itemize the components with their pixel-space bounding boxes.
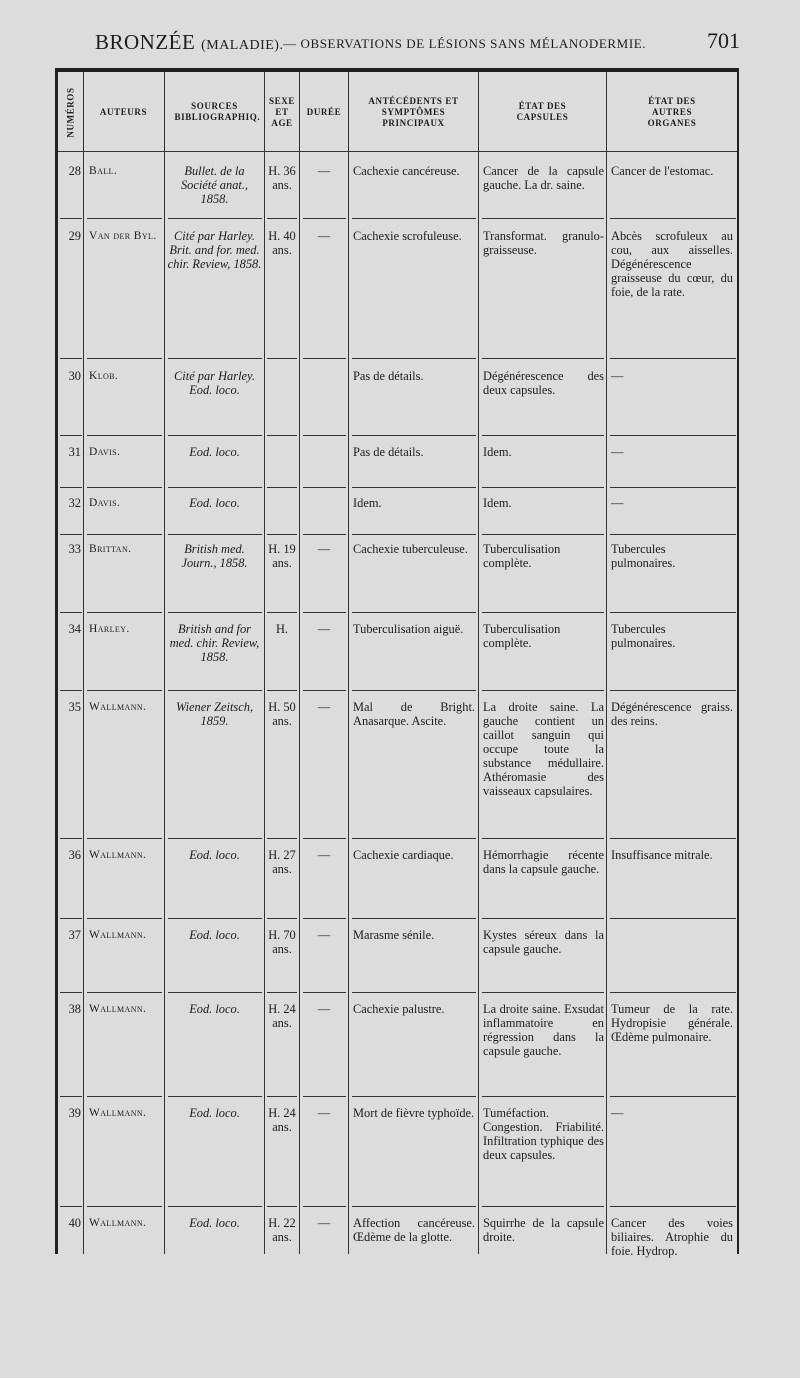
row-separator (482, 534, 604, 535)
row-separator (482, 218, 604, 219)
row-separator (168, 534, 262, 535)
row-separator (267, 218, 297, 219)
row-source: Wiener Zeitsch, 1859. (175, 700, 254, 728)
row-antecedents: Cachexie tuberculeuse. (353, 542, 468, 556)
row-sex-age: H. 24 ans. (268, 1106, 296, 1134)
row-number: 37 (68, 928, 81, 942)
row-separator (303, 612, 346, 613)
table-row (58, 1002, 737, 1102)
row-separator (482, 1096, 604, 1097)
row-separator (352, 690, 476, 691)
row-separator (267, 690, 297, 691)
row-source: Eod. loco. (189, 496, 240, 510)
row-author: Davis. (89, 497, 121, 509)
row-separator (60, 992, 82, 993)
col-header-sexe: SEXE ET AGE (269, 95, 295, 128)
row-separator (482, 487, 604, 488)
row-other-organs: Cancer de l'estomac. (611, 164, 714, 178)
table-row (58, 369, 737, 441)
row-separator (482, 992, 604, 993)
row-separator (60, 487, 82, 488)
row-other-organs: Abcès scrofuleux au cou, aux aisselles. Dégénérescence graisseuse du cœur, du foie, de la rate. (611, 229, 733, 299)
row-separator (60, 838, 82, 839)
table-row (58, 445, 737, 493)
row-separator (168, 838, 262, 839)
row-separator (168, 435, 262, 436)
row-other-organs: Dégénérescence graiss. des reins. (611, 700, 733, 728)
row-separator (482, 838, 604, 839)
row-number: 32 (68, 496, 81, 510)
row-sex-age: H. 24 ans. (268, 1002, 296, 1030)
row-antecedents: Pas de détails. (353, 369, 424, 383)
col-header-organes: ÉTAT DES AUTRES ORGANES (647, 95, 697, 128)
row-separator (168, 918, 262, 919)
row-separator (352, 487, 476, 488)
row-author: Wallmann. (89, 1107, 147, 1119)
row-sex-age: H. 40 ans. (268, 229, 296, 257)
row-separator (60, 918, 82, 919)
row-separator (610, 218, 736, 219)
row-capsules: Tuberculisation complète. (483, 542, 561, 570)
row-duration: — (317, 848, 331, 862)
row-duration: — (317, 542, 331, 556)
row-number: 39 (68, 1106, 81, 1120)
row-sex-age: H. 50 ans. (268, 700, 296, 728)
row-duration: — (317, 1216, 331, 1230)
row-separator (60, 612, 82, 613)
row-separator (60, 435, 82, 436)
row-duration: — (317, 622, 331, 636)
row-separator (267, 1096, 297, 1097)
row-duration: — (317, 1106, 331, 1120)
col-header-antecedents: ANTÉCÉDENTS ET SYMPTÔMES PRINCIPAUX (368, 95, 459, 128)
row-number: 40 (68, 1216, 81, 1230)
row-source: British and for med. chir. Review, 1858. (169, 622, 260, 664)
row-separator (303, 918, 346, 919)
row-number: 33 (68, 542, 81, 556)
row-capsules: Transformat. granulo-graisseuse. (483, 229, 604, 257)
row-author: Van der Byl. (89, 230, 157, 242)
row-number: 28 (68, 164, 81, 178)
row-separator (87, 918, 162, 919)
row-sex-age: H. (275, 622, 289, 636)
table-row (58, 928, 737, 998)
row-separator (87, 534, 162, 535)
row-source: Cité par Harley. Eod. loco. (174, 369, 255, 397)
row-source: Eod. loco. (189, 445, 240, 459)
row-source: Bullet. de la Société anat., 1858. (180, 164, 249, 206)
row-author: Wallmann. (89, 1003, 147, 1015)
row-separator (352, 1206, 476, 1207)
row-separator (168, 1096, 262, 1097)
row-separator (60, 534, 82, 535)
row-separator (267, 487, 297, 488)
row-other-organs: Tubercules pulmonaires. (611, 542, 676, 570)
row-separator (482, 435, 604, 436)
row-separator (610, 534, 736, 535)
table-row (58, 848, 737, 924)
row-separator (303, 487, 346, 488)
row-separator (610, 487, 736, 488)
row-separator (610, 690, 736, 691)
row-duration: — (317, 700, 331, 714)
row-separator (168, 218, 262, 219)
row-antecedents: Pas de détails. (353, 445, 424, 459)
row-antecedents: Marasme sénile. (353, 928, 435, 942)
row-capsules: La droite saine. La gauche contient un caillot sanguin qui occupe toute la substance médullaire. Athéromasie des vaisseaux capsulaires. (483, 700, 604, 798)
row-separator (168, 358, 262, 359)
row-number: 36 (68, 848, 81, 862)
row-separator (303, 358, 346, 359)
row-sex-age: H. 19 ans. (268, 542, 296, 570)
row-number: 38 (68, 1002, 81, 1016)
row-separator (267, 534, 297, 535)
row-separator (482, 612, 604, 613)
row-separator (610, 612, 736, 613)
header-subtitle: — OBSERVATIONS DE LÉSIONS SANS MÉLANODERMIE. (283, 36, 647, 51)
row-separator (610, 918, 736, 919)
row-author: Wallmann. (89, 929, 147, 941)
table-row (58, 1106, 737, 1212)
table-header (58, 72, 737, 152)
row-separator (482, 690, 604, 691)
running-header (95, 28, 745, 58)
row-separator (610, 435, 736, 436)
row-other-organs: Cancer des voies biliaires. Atrophie du foie. Hydrop. (611, 1216, 733, 1258)
row-separator (87, 690, 162, 691)
row-other-organs: — (611, 1106, 624, 1120)
row-capsules: La droite saine. Exsudat inflammatoire en régression dans la capsule gauche. (483, 1002, 604, 1058)
row-other-organs: — (611, 496, 624, 510)
row-source: Eod. loco. (189, 1106, 240, 1120)
col-header-capsules: ÉTAT DES CAPSULES (516, 101, 569, 122)
row-other-organs: Tumeur de la rate. Hydropisie générale. Œdème pulmonaire. (611, 1002, 733, 1044)
header-title-sub: (MALADIE). (201, 38, 284, 53)
row-separator (87, 612, 162, 613)
page-number: 701 (707, 28, 740, 53)
row-separator (87, 992, 162, 993)
row-other-organs: Tubercules pulmonaires. (611, 622, 676, 650)
row-capsules: Idem. (483, 496, 512, 510)
col-header-auteurs: AUTEURS (99, 106, 148, 117)
row-sex-age: H. 36 ans. (268, 164, 296, 192)
row-number: 30 (68, 369, 81, 383)
row-separator (482, 1206, 604, 1207)
row-separator (303, 1096, 346, 1097)
row-separator (87, 838, 162, 839)
row-separator (352, 612, 476, 613)
row-author: Brittan. (89, 543, 132, 555)
row-number: 34 (68, 622, 81, 636)
row-antecedents: Idem. (353, 496, 382, 510)
row-separator (60, 690, 82, 691)
row-duration: — (317, 928, 331, 942)
col-header-numeros: NUMÉROS (65, 86, 76, 138)
row-separator (267, 358, 297, 359)
row-other-organs: — (611, 445, 624, 459)
row-separator (87, 358, 162, 359)
row-author: Harley. (89, 623, 130, 635)
row-separator (87, 1206, 162, 1207)
row-source: British med. Journ., 1858. (181, 542, 248, 570)
row-author: Wallmann. (89, 1217, 147, 1229)
row-separator (267, 992, 297, 993)
row-separator (352, 358, 476, 359)
row-separator (303, 435, 346, 436)
header-title: BRONZÉE (MALADIE). (95, 30, 284, 54)
row-separator (168, 1206, 262, 1207)
table-row (58, 164, 737, 224)
row-separator (352, 992, 476, 993)
row-separator (482, 918, 604, 919)
row-capsules: Kystes séreux dans la capsule gauche. (483, 928, 604, 956)
row-separator (303, 534, 346, 535)
row-separator (610, 992, 736, 993)
row-separator (610, 838, 736, 839)
row-source: Cité par Harley. Brit. and for. med. chir. Review, 1858. (167, 229, 262, 271)
row-antecedents: Cachexie cancéreuse. (353, 164, 460, 178)
row-capsules: Tuberculisation complète. (483, 622, 561, 650)
row-separator (267, 612, 297, 613)
row-separator (352, 838, 476, 839)
row-separator (168, 487, 262, 488)
row-separator (60, 1206, 82, 1207)
row-separator (60, 1096, 82, 1097)
row-antecedents: Cachexie scrofuleuse. (353, 229, 462, 243)
row-separator (87, 218, 162, 219)
row-duration: — (317, 229, 331, 243)
row-separator (267, 435, 297, 436)
row-sex-age: H. 27 ans. (268, 848, 296, 876)
row-separator (267, 838, 297, 839)
row-capsules: Idem. (483, 445, 512, 459)
row-separator (352, 534, 476, 535)
row-sex-age: H. 70 ans. (268, 928, 296, 956)
row-separator (303, 1206, 346, 1207)
row-separator (610, 1206, 736, 1207)
row-separator (352, 218, 476, 219)
col-header-duree: DURÉE (306, 106, 342, 117)
row-separator (168, 690, 262, 691)
row-separator (352, 1096, 476, 1097)
col-header-sources: SOURCES BIBLIOGRAPHIQ. (174, 101, 261, 122)
row-antecedents: Mort de fièvre typhoïde. (353, 1106, 475, 1120)
row-separator (303, 690, 346, 691)
row-capsules: Squirrhe de la capsule droite. (483, 1216, 604, 1244)
table-row (58, 229, 737, 364)
row-separator (352, 435, 476, 436)
row-author: Wallmann. (89, 701, 147, 713)
row-author: Davis. (89, 446, 121, 458)
row-capsules: Hémorrhagie récente dans la capsule gauche. (483, 848, 604, 876)
row-separator (610, 358, 736, 359)
row-antecedents: Tuberculisation aiguë. (353, 622, 464, 636)
row-separator (303, 992, 346, 993)
table-row (58, 622, 737, 696)
row-separator (87, 487, 162, 488)
row-antecedents: Cachexie palustre. (353, 1002, 445, 1016)
row-separator (610, 1096, 736, 1097)
row-duration: — (317, 164, 331, 178)
table-row (58, 542, 737, 618)
row-author: Ball. (89, 165, 118, 177)
row-separator (482, 358, 604, 359)
row-author: Wallmann. (89, 849, 147, 861)
row-antecedents: Affection cancéreuse. Œdème de la glotte. (353, 1216, 475, 1244)
row-separator (168, 612, 262, 613)
table-row (58, 700, 737, 844)
table-row (58, 1216, 737, 1276)
row-other-organs: — (611, 369, 624, 383)
row-separator (60, 218, 82, 219)
row-separator (352, 918, 476, 919)
row-separator (303, 838, 346, 839)
row-sex-age: H. 22 ans. (268, 1216, 296, 1244)
row-capsules: Tuméfaction. Congestion. Friabilité. Infiltration typhique des deux capsules. (483, 1106, 604, 1162)
row-separator (87, 435, 162, 436)
row-separator (60, 358, 82, 359)
row-separator (168, 992, 262, 993)
row-separator (267, 918, 297, 919)
row-separator (267, 1206, 297, 1207)
row-other-organs: Insuffisance mitrale. (611, 848, 713, 862)
row-capsules: Dégénérescence des deux capsules. (483, 369, 604, 397)
row-author: Klob. (89, 370, 119, 382)
row-capsules: Cancer de la capsule gauche. La dr. saine. (483, 164, 604, 192)
row-separator (87, 1096, 162, 1097)
row-duration: — (317, 1002, 331, 1016)
row-antecedents: Mal de Bright. Anasarque. Ascite. (353, 700, 475, 728)
observations-table (55, 68, 739, 1258)
row-separator (303, 218, 346, 219)
row-number: 29 (68, 229, 81, 243)
row-source: Eod. loco. (189, 1216, 240, 1230)
row-number: 31 (68, 445, 81, 459)
row-source: Eod. loco. (189, 928, 240, 942)
row-source: Eod. loco. (189, 1002, 240, 1016)
row-source: Eod. loco. (189, 848, 240, 862)
row-antecedents: Cachexie cardiaque. (353, 848, 454, 862)
row-number: 35 (68, 700, 81, 714)
